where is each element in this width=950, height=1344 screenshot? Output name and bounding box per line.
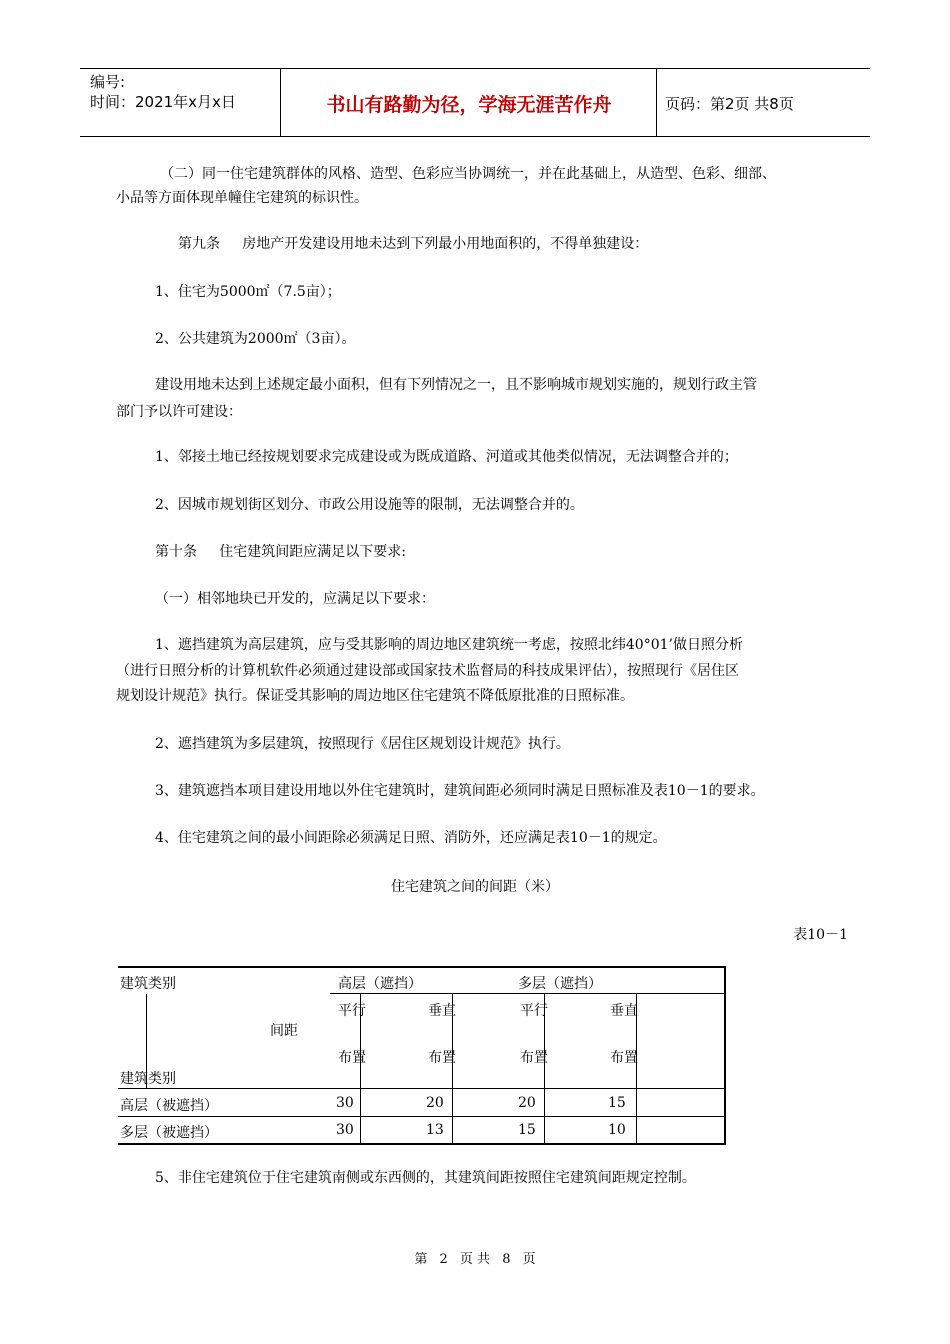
table-right-border: [724, 966, 726, 1144]
table-row-2-label: 多层（被遮挡）: [120, 1125, 218, 1141]
table-row-1-cell-3: 20: [518, 1095, 536, 1111]
exception-paragraph-line1: 建设用地未达到上述规定最小面积，但有下列情况之一，且不影响城市规划实施的，规划行政主管: [155, 377, 757, 393]
table-row-2-cell-1: 30: [336, 1122, 354, 1138]
table-corner-top: 建筑类别: [120, 976, 176, 992]
article-10-item-1-line1: 1、遮挡建筑为高层建筑，应与受其影响的周边地区建筑统一考虑，按照北纬40°01’做日照分析: [155, 637, 743, 653]
article-9-item-1: 1、住宅为5000㎡（7.5亩）；: [155, 284, 341, 300]
exception-item-1: 1、邻接土地已经按规划要求完成建设或为既成道路、河道或其他类似情况，无法调整合并的；: [155, 449, 738, 465]
date-label: 时间：2021年x月x日: [90, 93, 236, 111]
header-bottom-rule: [80, 136, 870, 137]
table-subheader-2-line1: 垂直: [428, 1003, 456, 1019]
exception-item-2: 2、因城市规划街区划分、市政公用设施等的限制，无法调整合并的。: [155, 497, 584, 513]
table-rule-bottom: [118, 1143, 726, 1145]
footer-page-number: 2: [439, 1252, 448, 1267]
header-page-info: 页码：第2页 共8页: [665, 95, 794, 113]
table-row-2-cell-2: 13: [426, 1122, 444, 1138]
table-number: 表10－1: [793, 927, 848, 943]
table-subheader-1-line2: 布置: [338, 1050, 366, 1066]
article-9-item-2: 2、公共建筑为2000㎡（3亩）。: [155, 331, 356, 347]
header-top-rule: [80, 68, 870, 69]
table-subheader-2-line2: 布置: [428, 1050, 456, 1066]
header-divider-right: [656, 68, 657, 136]
header-divider-left: [280, 68, 281, 136]
table-row-1-cell-4: 15: [608, 1095, 626, 1111]
table-group-high: 高层（遮挡）: [338, 976, 422, 992]
page-footer: [0, 1248, 950, 1267]
article-10-item-1-line2: （进行日照分析的计算机软件必须通过建设部或国家技术监督局的科技成果评估），按照现行《居住区: [116, 663, 739, 679]
footer-total-pages: 8: [502, 1252, 511, 1267]
table-subheader-1-line1: 平行: [338, 1003, 366, 1019]
article-10-item-1-line3: 规划设计规范》执行。保证受其影响的周边地区住宅建筑不降低原批准的日照标准。: [116, 688, 634, 704]
table-row-1-cell-1: 30: [336, 1095, 354, 1111]
table-row-2-cell-4: 10: [608, 1122, 626, 1138]
footer-suffix: 页: [522, 1252, 536, 1267]
paragraph-2-line1: （二）同一住宅建筑群体的风格、造型、色彩应当协调统一，并在此基础上，从造型、色彩、细部、: [160, 166, 776, 182]
exception-paragraph-line2: 部门予以许可建设：: [116, 404, 242, 420]
table-rule-group: [330, 993, 724, 994]
article-10-section-1: （一）相邻地块已开发的，应满足以下要求：: [155, 591, 435, 607]
footer-prefix: 第: [414, 1252, 428, 1267]
table-subheader-3-line2: 布置: [520, 1050, 548, 1066]
table-rule-header: [118, 1088, 726, 1089]
header-meta: [90, 72, 236, 112]
article-10-item-5: 5、非住宅建筑位于住宅建筑南侧或东西侧的，其建筑间距按照住宅建筑间距规定控制。: [155, 1170, 696, 1186]
table-row-1-label: 高层（被遮挡）: [120, 1098, 218, 1114]
article-10-item-2: 2、遮挡建筑为多层建筑，按照现行《居住区规划设计规范》执行。: [155, 736, 570, 752]
table-row-1-cell-2: 20: [426, 1095, 444, 1111]
article-10-item-3: 3、建筑遮挡本项目建设用地以外住宅建筑时，建筑间距必须同时满足日照标准及表10－1的要求。: [155, 783, 765, 799]
article-9-heading: 第九条 房地产开发建设用地未达到下列最小用地面积的，不得单独建设：: [178, 236, 649, 252]
table-rule-top: [118, 966, 726, 968]
table-group-multi: 多层（遮挡）: [518, 976, 602, 992]
footer-mid: 页 共: [459, 1252, 491, 1267]
header-motto: 书山有路勤为径，学海无涯苦作舟: [326, 94, 612, 116]
table-subheader-3-line1: 平行: [520, 1003, 548, 1019]
table-row-2-cell-3: 15: [518, 1122, 536, 1138]
table-caption: 住宅建筑之间的间距（米）: [391, 879, 559, 895]
table-corner-bottom: 建筑类别: [120, 1071, 176, 1087]
article-10-heading: 第十条 住宅建筑间距应满足以下要求:: [155, 544, 406, 560]
table-subheader-4-line1: 垂直: [610, 1003, 638, 1019]
paragraph-2-line2: 小品等方面体现单幢住宅建筑的标识性。: [116, 190, 368, 206]
table-rule-row1: [118, 1116, 726, 1117]
table-subheader-4-line2: 布置: [610, 1050, 638, 1066]
table-corner-mid: 间距: [270, 1023, 298, 1039]
serial-label: 编号:: [90, 73, 126, 91]
article-10-item-4: 4、住宅建筑之间的最小间距除必须满足日照、消防外，还应满足表10－1的规定。: [155, 830, 667, 846]
